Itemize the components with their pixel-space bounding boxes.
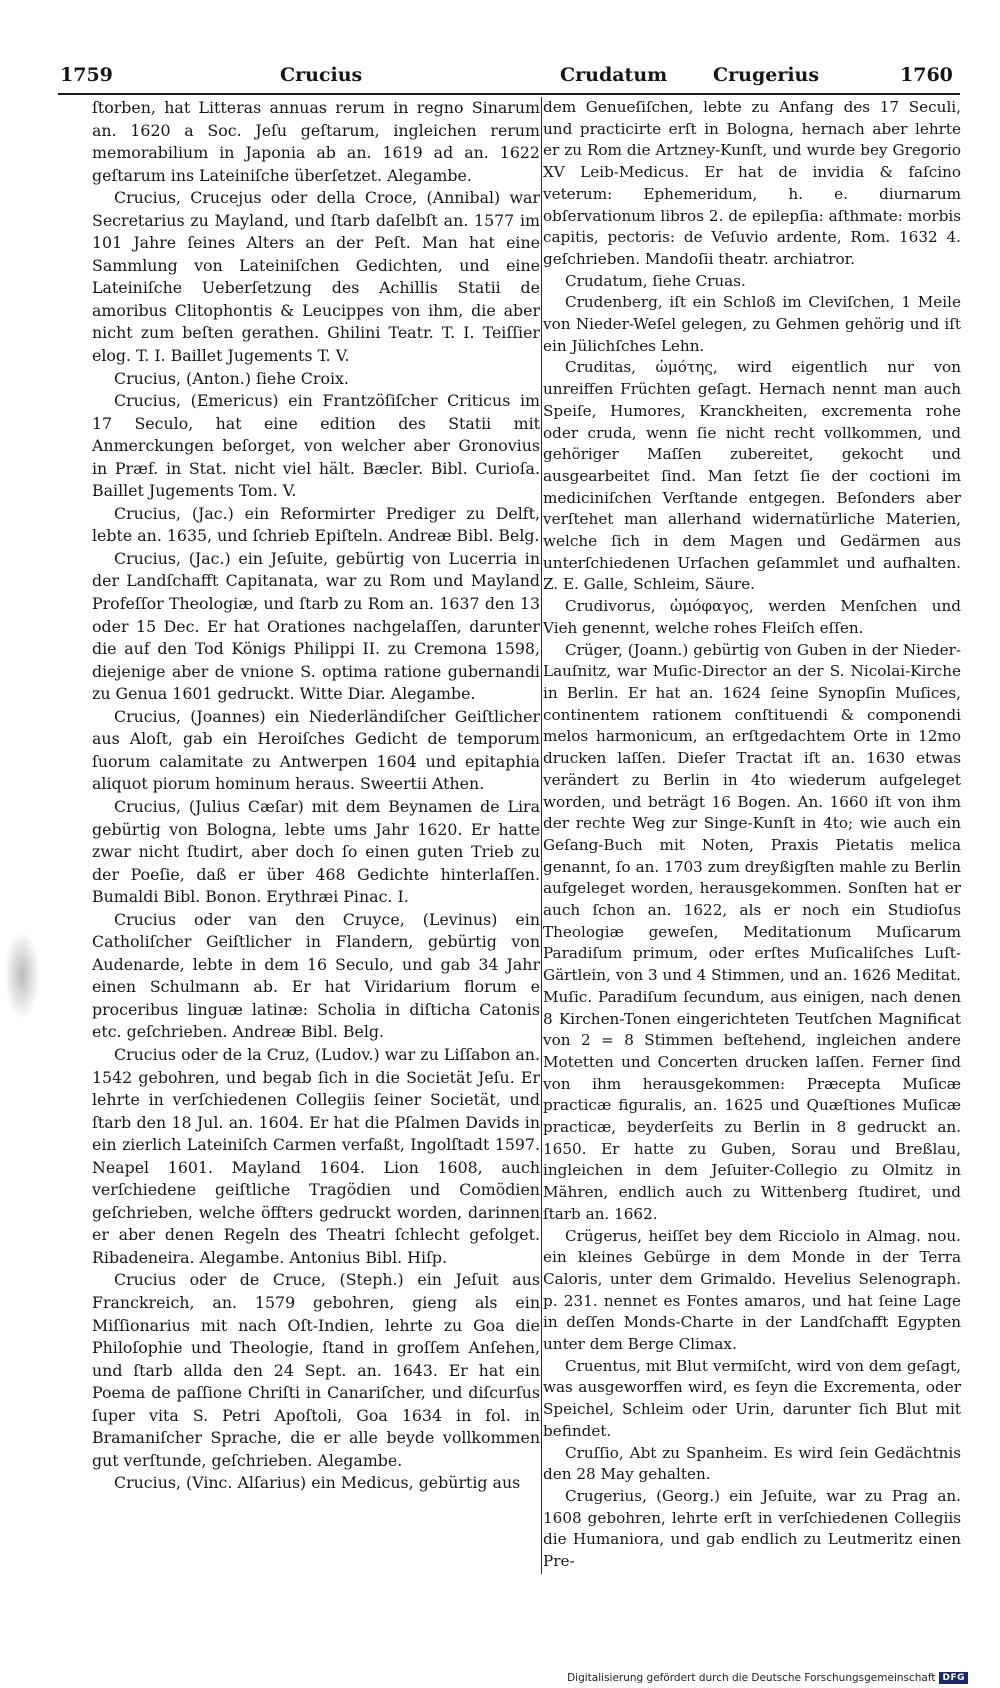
entry-paragraph: Crucius, (Anton.) ſiehe Croix. [114,368,349,388]
entry-paragraph: Crudatum, ſiehe Cruas. [565,271,746,290]
entry-paragraph: Crucius, (Julius Cæſar) mit dem Beynamen de Lira gebürtig von Bologna, lebte ums Jahr 1620. Er hatte zwar nicht ſtudirt, aber doch ſo einen guten Trieb zu der Poeſie, daß er über 468 Gedichte hinterlaſſen. Bumaldi Bibl. Bonon. Erythræi Pinac. I. [92,796,540,907]
entry-paragraph: dem Genueſiſchen, lebte zu Anfang des 17 Seculi, und practicirte erſt in Bologna, hernach aber lehrte er zu Rom die Artzney-Kunſt, und wurde bey Gregorio XV Leib-Medicus. Er hat de invidia & faſcino veterum: Ephemeridum, h. e. diurnarum obſervationum libros 2. de epilepſia: aſthmate: morbis capitis, pectoris: de Veſuvio ardente, Rom. 1632 4. geſchrieben. Mandoſii theatr. archiatror. [543,98,961,268]
entry-paragraph: ſtorben, hat Litteras annuas rerum in regno Sinarum an. 1620 a Soc. Jeſu geſtarum, ingleichen rerum memorabilium in Japonia ab an. 1619 ad an. 1622 geſtarum ins Lateiniſche überſetzet. Alegambe. [92,98,540,185]
entry-paragraph: Crucius, Crucejus oder della Croce, (Annibal) war Secretarius zu Mayland, und ſtarb daſelbſt an. 1577 im 101 Jahre ſeines Alters an der Peſt. Man hat eine Sammlung von Lateiniſchen Gedichten, und eine Lateiniſche Ueberſetzung des Achillis Statii de amoribus Clitophontis & Leucippes von ihm, die aber nicht zum beſten gerathen. Ghilini Teatr. T. I. Teiſſier elog. T. I. Baillet Jugements T. V. [92,188,540,366]
entry-paragraph: Crucius oder de la Cruz, (Ludov.) war zu Liſſabon an. 1542 gebohren, und begab ſich in die Societät Jeſu. Er lehrte in verſchiedenen Collegiis ſeiner Societät, und ſtarb den 18 Jul. an. 1604. Er hat die Pſalmen Davids in ein zierlich Lateiniſch Carmen verfaßt, Ingolſtadt 1597. Neapel 1601. Mayland 1604. Lion 1608, auch verſchiedene geiſtliche Tragödien und Comödien geſchrieben, welche öffters gedruckt worden, darinnen er aber denen Regeln des Theatri ſchlecht gefolget. Ribadeneira. Alegambe. Antonius Bibl. Hiſp. [92,1044,540,1267]
entry-paragraph: Crucius oder van den Cruyce, (Levinus) ein Catholiſcher Geiſtlicher in Flandern, gebürtig von Audenarde, lebte in dem 16 Seculo, und gab 34 Jahr einen Schulmann ab. Er hat Viridarium florum e proceribus linguæ latinæ: Scholia in diſticha Catonis etc. geſchrieben. Andreæ Bibl. Belg. [92,909,540,1042]
entry-paragraph: Crucius, (Jac.) ein Jeſuite, gebürtig von Lucerria in der Landſchafft Capitanata, war zu Rom und Mayland Profeſſor Theologiæ, und ſtarb zu Rom an. 1637 den 13 oder 15 Dec. Er hat Orationes nachgelaſſen, darunter die auf den Tod Königs Philippi II. zu Cremona 1598, diejenige aber de vnione S. optima ratione gubernandi zu Genua 1601 gedruckt. Witte Diar. Alegambe. [92,548,540,704]
left-column [92,97,540,1495]
catchword-left: Crucius [280,64,363,86]
entry-paragraph: Crüger, (Joann.) gebürtig von Guben in der Nieder-Lauſnitz, war Muſic-Director an der S. Nicolai-Kirche in Berlin. Er hat an. 1624 ſeine Synopſin Muſices, continentem rationem conſtituendi & componendi melos harmonicum, an erſtgedachtem Orte in 12mo drucken laſſen. Dieſer Tractat iſt an. 1630 etwas verändert zu Berlin in 4to wiederum aufgeleget worden, und beträgt 16 Bogen. An. 1660 iſt von ihm der rechte Weg zur Singe-Kunſt in 4to; wie auch ein Geſang-Buch mit Noten, Praxis Pietatis melica genannt, ſo an. 1703 zum dreyßigſten mahle zu Berlin aufgeleget worden, herausgekommen. Sonſten hat er auch ſchon an. 1622, als er noch ein Studioſus Theologiæ geweſen, Meditationum Muſicarum Paradiſum primum, oder erſtes Muſicaliſches Luſt-Gärtlein, von 3 und 4 Stimmen, und an. 1626 Meditat. Muſic. Paradiſum ſecundum, aus einigen, nach denen 8 Kirchen-Tonen eingerichteten Teutſchen Magnificat von 2 = 8 Stimmen beſtehend, ingleichen andere Motetten und Concerten drucken laſſen. Ferner ſind von ihm herausgekommen: Præcepta Muſicæ practicæ figuralis, an. 1625 und Quæſtiones Muſicæ practicæ, beyderſeits zu Berlin in 8 gedruckt an. 1650. Er hatte zu Guben, Sorau und Breßlau, ingleichen in dem Jeſuiter-Collegio zu Olmitz in Mähren, endlich auch zu Wittenberg ſtudiret, und ſtarb an. 1662. [543,640,961,1223]
column-divider [541,97,542,1574]
running-header [60,60,960,90]
entry-paragraph: Crügerus, heiſſet bey dem Ricciolo in Almag. nou. ein kleines Gebürge in dem Monde in der Terra Caloris, unter dem Grimaldo. Hevelius Selenograph. p. 231. nennet es Fontes amaros, und hat ſeine Lage in deſſen Monds-Charte in der Landſchafft Egypten unter dem Berge Climax. [543,1226,961,1354]
entry-paragraph: Crudenberg, iſt ein Schloß im Cleviſchen, 1 Meile von Nieder-Weſel gelegen, zu Gehmen gehörig und iſt ein Jülichſches Lehn. [543,293,961,355]
scan-smudge [4,930,40,1020]
entry-paragraph: Crugerius, (Georg.) ein Jeſuite, war zu Prag an. 1608 gebohren, lehrte erſt in verſchiedenen Collegiis die Humaniora, und gab endlich zu Leutmeritz einen Pre- [543,1487,961,1571]
entry-paragraph: Crucius, (Jac.) ein Reformirter Prediger zu Delft, lebte an. 1635, und ſchrieb Epiſteln. Andreæ Bibl. Belg. [92,503,540,546]
page-number-left: 1759 [60,64,113,86]
header-rule [58,93,960,95]
entry-paragraph: Cruditas, ὠμότης, wird eigentlich nur von unreiffen Früchten geſagt. Hernach nennt man auch Speiſe, Humores, Kranckheiten, excrementa rohe oder cruda, wenn ſie nicht recht vollkommen, und gehöriger Maſſen zubereitet, gekocht und ausgearbeitet ſind. Man ſetzt ſie der coctioni im mediciniſchen Verſtande entgegen. Beſonders aber verſtehet man allerhand widernatürliche Materien, welche ſich in dem Magen und Gedärmen aus unterſchiedenen Urſachen geſammlet und aufhalten. Z. E. Galle, Schleim, Säure. [543,358,961,594]
entry-paragraph: Crudivorus, ὠμόφαγος, werden Menſchen und Vieh genennt, welche rohes Fleiſch eſſen. [543,597,961,637]
entry-paragraph: Crucius oder de Cruce, (Steph.) ein Jeſuit aus Franckreich, an. 1579 gebohren, gieng als ein Miſſionarius mit nach Oſt-Indien, lehrte zu Goa die Philoſophie und Theologie, ſtand in groſſem Anſehen, und ſtarb allda den 24 Sept. an. 1643. Er hat ein Poema de paſſione Chriſti in Canariſcher, und diſcurſus ſuper vita S. Petri Apoſtoli, Goa 1634 in fol. in Bramaniſcher Sprache, die er alle beyde vollkommen gut verſtunde, geſchrieben. Alegambe. [92,1270,540,1470]
entry-paragraph: Crucius, (Joannes) ein Niederländiſcher Geiſtlicher aus Aloſt, gab ein Heroiſches Gedicht de temporum ſuorum calamitate zu Antwerpen 1604 und epitaphia aliquot piorum hominum heraus. Sweertii Athen. [92,706,540,794]
right-column [543,97,961,1573]
entry-paragraph: Crucius, (Vinc. Alſarius) ein Medicus, gebürtig aus [114,1473,521,1493]
footer-credit [567,1672,968,1684]
entry-paragraph: Cruentus, mit Blut vermiſcht, wird von dem geſagt, was ausgeworffen wird, es ſeyn die Excrementa, oder Speichel, Schleim oder Urin, darunter ſich Blut mit befindet. [543,1356,961,1440]
page-number-right: 1760 [900,64,953,86]
entry-paragraph: Crucius, (Emericus) ein Frantzöſiſcher Criticus im 17 Seculo, hat eine edition des Statii mit Anmerckungen beſorget, von welcher aber Gronovius in Præf. in Stat. nicht viel hält. Bæcler. Bibl. Curioſa. Baillet Jugements Tom. V. [92,391,540,501]
dfg-logo: DFG [939,1672,968,1684]
entry-paragraph: Cruſſio, Abt zu Spanheim. Es wird ſein Gedächtnis den 28 May gehalten. [543,1443,961,1484]
footer-text: Digitalisierung gefördert durch die Deutsche Forschungsgemeinschaft [567,1672,936,1684]
catchword-mid: Crudatum [560,64,668,86]
catchword-right: Crugerius [713,64,820,86]
